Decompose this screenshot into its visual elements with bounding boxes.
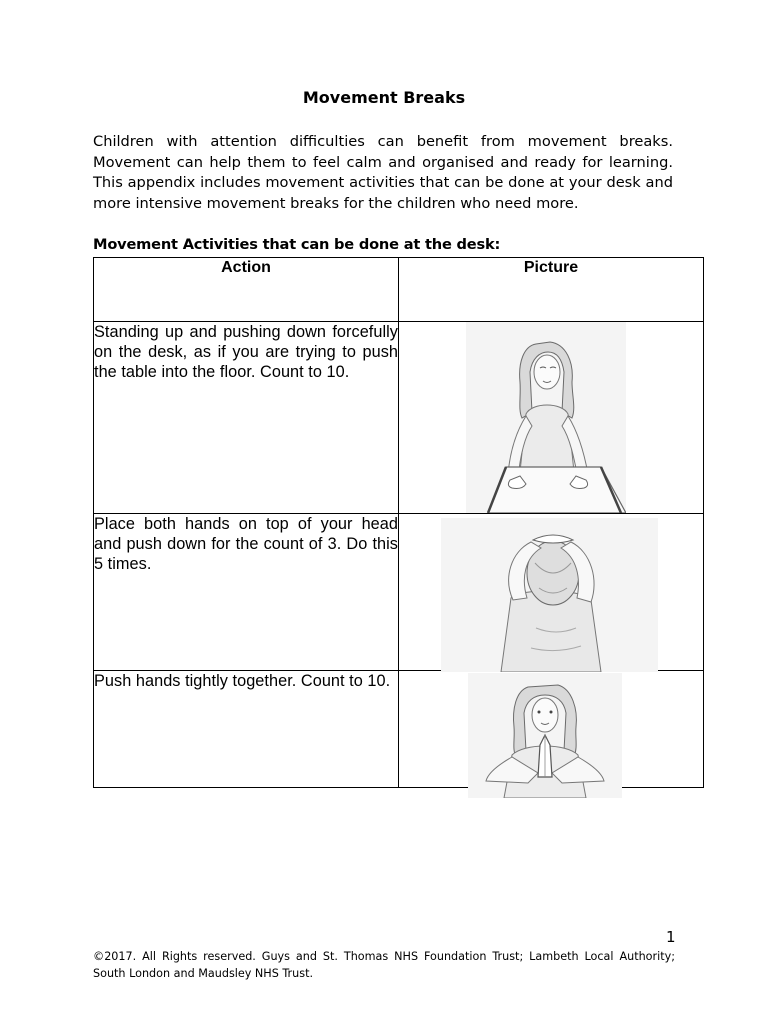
action-text: Standing up and pushing down forcefully on the desk, as if you are trying to push the table into the floor. Count to 10.: [94, 322, 399, 514]
footer-copyright: ©2017. All Rights reserved. Guys and St. Thomas NHS Foundation Trust; Lambeth Local Authority; South London and Maudsley NHS Trust.: [93, 950, 675, 980]
page-number: 1: [666, 928, 676, 946]
action-text: Place both hands on top of your head and push down for the count of 3. Do this 5 times.: [94, 514, 399, 671]
desk-push-picture: [466, 322, 626, 513]
table-row: [94, 671, 704, 788]
page-title: Movement Breaks: [302, 88, 466, 107]
girl-hands-on-head-sketch: [441, 518, 658, 672]
intro-paragraph: Children with attention difficulties can benefit from movement breaks. Movement can help them to feel calm and organised and ready for learning. This appendix includes movement activities that can be done at your desk and more intensive movement breaks for the children who need more.: [93, 133, 673, 212]
palms-together-picture: [468, 673, 622, 798]
table-row: [94, 514, 704, 671]
activities-table: [93, 257, 704, 788]
table-row: [94, 322, 704, 514]
table-header-row: [94, 258, 704, 322]
girl-pressing-palms-sketch: [468, 673, 622, 798]
picture-cell: [399, 322, 704, 514]
hands-on-head-picture: [441, 518, 658, 672]
picture-cell: [399, 671, 704, 788]
section-heading: Movement Activities that can be done at the desk:: [93, 236, 501, 253]
picture-cell: [399, 514, 704, 671]
action-text: Push hands tightly together. Count to 10.: [94, 671, 399, 788]
header-action: Action: [94, 258, 399, 322]
header-picture: Picture: [399, 258, 704, 322]
girl-pushing-desk-sketch: [466, 322, 626, 513]
